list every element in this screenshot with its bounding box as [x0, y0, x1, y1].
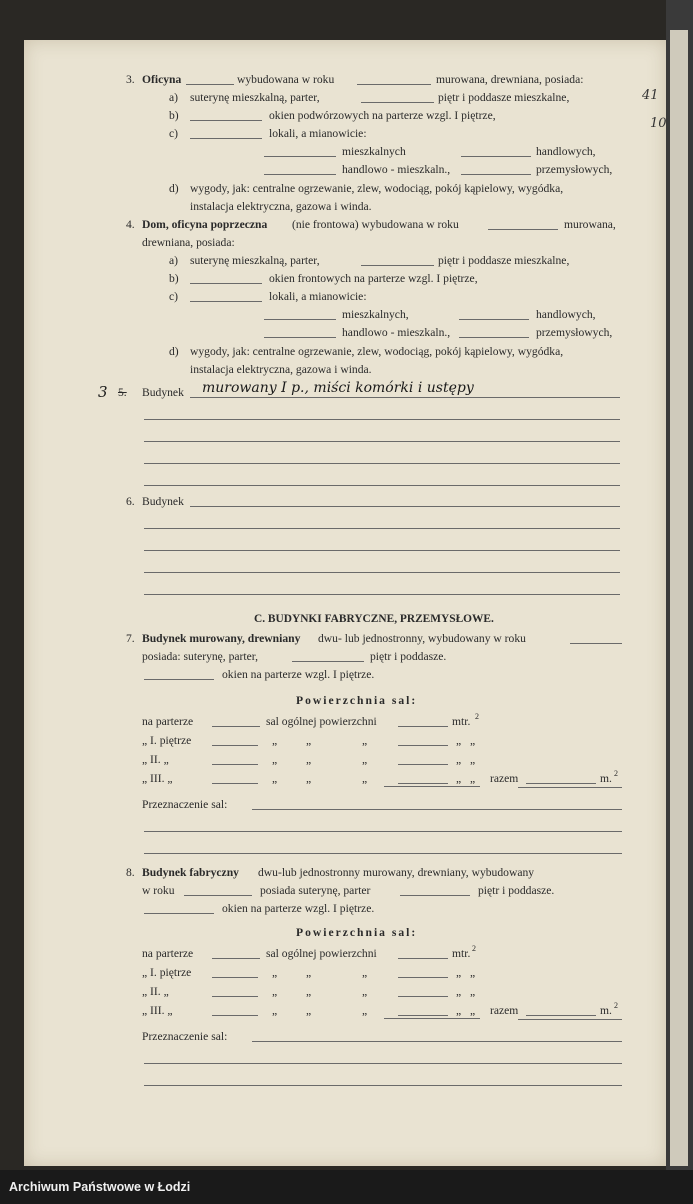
blank-line [144, 853, 622, 854]
form-text: sal ogólnej powierzchni [266, 715, 377, 728]
ditto-mark: „ [362, 985, 368, 998]
item-title: Oficyna [142, 73, 182, 86]
blank-line [212, 726, 260, 727]
form-text: okien na parterze wzgl. I piętrze. [222, 668, 375, 681]
blank-line [292, 661, 364, 662]
form-text: wygody, jak: centralne ogrzewanie, zlew, wodociąg, pokój kąpielowy, wygódka, [190, 182, 564, 195]
blank-line [190, 138, 262, 139]
blank-line [190, 283, 262, 284]
blank-line [400, 895, 470, 896]
ditto-mark: „ [456, 1004, 462, 1017]
form-text: okien frontowych na parterze wzgl. I piętrze, [269, 272, 478, 285]
form-text: suterynę mieszkalną, parter, [190, 91, 320, 104]
ditto-mark: „ [456, 753, 462, 766]
blank-line [264, 319, 336, 320]
form-text: m. [600, 772, 612, 785]
form-text: „ II. „ [142, 985, 169, 998]
form-text: drewniana, posiada: [142, 236, 235, 249]
total-underline [518, 787, 622, 788]
form-text: suterynę mieszkalną, parter, [190, 254, 320, 267]
subheading: Powierzchnia sal: [296, 926, 418, 939]
form-text: na parterze [142, 715, 194, 728]
option-letter: d) [169, 345, 179, 358]
form-page [24, 40, 666, 1166]
form-text: wygody, jak: centralne ogrzewanie, zlew, wodociąg, pokój kąpielowy, wygódka, [190, 345, 564, 358]
ditto-mark: „ [362, 966, 368, 979]
section-heading: C. BUDYNKI FABRYCZNE, PRZEMYSŁOWE. [254, 613, 494, 625]
handwritten-number: 3 [98, 383, 108, 401]
blank-line [212, 783, 258, 784]
blank-line [144, 1085, 622, 1086]
blank-line [212, 1015, 258, 1016]
ditto-mark: „ [470, 1004, 476, 1017]
superscript: 2 [475, 712, 479, 721]
form-text: instalacja elektryczna, gazowa i winda. [190, 200, 372, 213]
blank-line [144, 913, 214, 914]
item-number: 8. [126, 866, 135, 879]
form-text: handlowo - mieszkaln., [342, 326, 451, 339]
superscript: 2 [472, 944, 476, 953]
blank-line [570, 643, 622, 644]
blank-line [144, 419, 620, 420]
blank-line [186, 84, 234, 85]
option-letter: c) [169, 127, 179, 140]
ditto-mark: „ [272, 1004, 278, 1017]
item-label: Budynek [142, 386, 184, 399]
form-text: piętr i poddasze mieszkalne, [438, 91, 570, 104]
form-text: razem [490, 772, 519, 785]
form-text: piętr i poddasze. [478, 884, 555, 897]
superscript: 2 [614, 1001, 618, 1010]
blank-line [144, 550, 620, 551]
form-text: dwu- lub jednostronny, wybudowany w roku [318, 632, 526, 645]
ditto-mark: „ [456, 772, 462, 785]
ditto-mark: „ [272, 985, 278, 998]
form-text: handlowych, [536, 145, 596, 158]
form-text: razem [490, 1004, 519, 1017]
form-text: lokali, a mianowicie: [269, 127, 367, 140]
option-letter: a) [169, 91, 179, 104]
archive-footer: Archiwum Państwowe w Łodzi [0, 1170, 693, 1204]
blank-line [357, 84, 431, 85]
ditto-mark: „ [456, 966, 462, 979]
subheading: Powierzchnia sal: [296, 694, 418, 707]
ditto-mark: „ [272, 734, 278, 747]
form-text: na parterze [142, 947, 194, 960]
form-text: posiada: suterynę, parter, [142, 650, 259, 663]
ditto-mark: „ [306, 985, 312, 998]
form-text: mieszkalnych [342, 145, 406, 158]
ditto-mark: „ [272, 966, 278, 979]
form-text: murowana, drewniana, posiada: [436, 73, 584, 86]
ditto-mark: „ [470, 753, 476, 766]
blank-line [144, 441, 620, 442]
blank-line [398, 764, 448, 765]
form-text: Przeznaczenie sal: [142, 1030, 228, 1043]
blank-line [459, 337, 529, 338]
form-text: lokali, a mianowicie: [269, 290, 367, 303]
ditto-mark: „ [470, 734, 476, 747]
ditto-mark: „ [306, 734, 312, 747]
ditto-mark: „ [470, 985, 476, 998]
blank-line [190, 301, 262, 302]
blank-line [252, 1041, 622, 1042]
form-text: murowana, [564, 218, 616, 231]
blank-line [212, 977, 258, 978]
form-text: piętr i poddasze. [370, 650, 447, 663]
blank-line [264, 337, 336, 338]
ditto-mark: „ [272, 753, 278, 766]
ditto-mark: „ [306, 772, 312, 785]
blank-line [361, 102, 434, 103]
blank-line [212, 764, 258, 765]
form-text: (nie frontowa) wybudowana w roku [292, 218, 459, 231]
item-number: 3. [126, 73, 135, 86]
blank-line [190, 120, 262, 121]
form-text: mtr. [452, 715, 471, 728]
item-number: 7. [126, 632, 135, 645]
ditto-mark: „ [306, 966, 312, 979]
ditto-mark: „ [306, 1004, 312, 1017]
blank-line [212, 958, 260, 959]
form-text: okien podwórzowych na parterze wzgl. I piętrze, [269, 109, 496, 122]
form-text: posiada suterynę, parter [260, 884, 371, 897]
blank-line [461, 174, 531, 175]
form-text: sal ogólnej powierzchni [266, 947, 377, 960]
item-title: Budynek murowany, drewniany [142, 632, 301, 645]
blank-line [144, 679, 214, 680]
option-letter: a) [169, 254, 179, 267]
ditto-mark: „ [470, 772, 476, 785]
blank-line [190, 506, 620, 507]
form-text: przemysłowych, [536, 163, 613, 176]
ditto-mark: „ [456, 985, 462, 998]
next-page-edge [670, 30, 688, 1166]
form-text: „ III. „ [142, 1004, 173, 1017]
blank-line [398, 996, 448, 997]
blank-line [461, 156, 531, 157]
margin-note: 41 [642, 88, 659, 103]
ditto-mark: „ [470, 966, 476, 979]
ditto-mark: „ [362, 734, 368, 747]
form-text: handlowo - mieszkaln., [342, 163, 451, 176]
total-underline [384, 1018, 480, 1019]
blank-line [144, 463, 620, 464]
ditto-mark: „ [362, 772, 368, 785]
form-text: instalacja elektryczna, gazowa i winda. [190, 363, 372, 376]
option-letter: c) [169, 290, 179, 303]
item-title: Budynek fabryczny [142, 866, 239, 879]
ditto-mark: „ [306, 753, 312, 766]
item-number: 6. [126, 495, 135, 508]
blank-line [144, 594, 620, 595]
total-underline [518, 1019, 622, 1020]
option-letter: b) [169, 272, 179, 285]
ditto-mark: „ [456, 734, 462, 747]
form-text: piętr i poddasze mieszkalne, [438, 254, 570, 267]
handwritten-entry: murowany I p., miści komórki i ustępy [202, 380, 474, 396]
form-text: przemysłowych, [536, 326, 613, 339]
item-title: Dom, oficyna poprzeczna [142, 218, 268, 231]
form-text: w roku [142, 884, 175, 897]
total-underline [384, 786, 480, 787]
ditto-mark: „ [362, 1004, 368, 1017]
blank-line [212, 996, 258, 997]
form-text: „ I. piętrze [142, 734, 192, 747]
blank-line [398, 1015, 448, 1016]
form-text: wybudowana w roku [237, 73, 335, 86]
blank-line [398, 958, 448, 959]
option-letter: d) [169, 182, 179, 195]
blank-line [190, 397, 620, 398]
ditto-mark: „ [362, 753, 368, 766]
blank-line [144, 1063, 622, 1064]
blank-line [264, 174, 336, 175]
blank-line [398, 783, 448, 784]
item-number: 4. [126, 218, 135, 231]
blank-line [361, 265, 434, 266]
blank-line [526, 783, 596, 784]
form-text: okien na parterze wzgl. I piętrze. [222, 902, 375, 915]
item-label: Budynek [142, 495, 184, 508]
blank-line [144, 572, 620, 573]
blank-line [144, 831, 622, 832]
form-text: „ II. „ [142, 753, 169, 766]
form-text: „ III. „ [142, 772, 173, 785]
form-text: mieszkalnych, [342, 308, 409, 321]
form-text: handlowych, [536, 308, 596, 321]
blank-line [526, 1015, 596, 1016]
item-number: 5. [118, 386, 127, 399]
blank-line [398, 745, 448, 746]
blank-line [459, 319, 529, 320]
blank-line [398, 726, 448, 727]
option-letter: b) [169, 109, 179, 122]
superscript: 2 [614, 769, 618, 778]
ditto-mark: „ [272, 772, 278, 785]
blank-line [144, 485, 620, 486]
blank-line [398, 977, 448, 978]
form-text: dwu-lub jednostronny murowany, drewniany, wybudowany [258, 866, 535, 879]
blank-line [184, 895, 252, 896]
margin-note: 10 [650, 116, 667, 131]
blank-line [252, 809, 622, 810]
form-text: „ I. piętrze [142, 966, 192, 979]
form-text: m. [600, 1004, 612, 1017]
form-text: Przeznaczenie sal: [142, 798, 228, 811]
form-text: mtr. [452, 947, 471, 960]
blank-line [144, 528, 620, 529]
blank-line [264, 156, 336, 157]
blank-line [488, 229, 558, 230]
blank-line [212, 745, 258, 746]
